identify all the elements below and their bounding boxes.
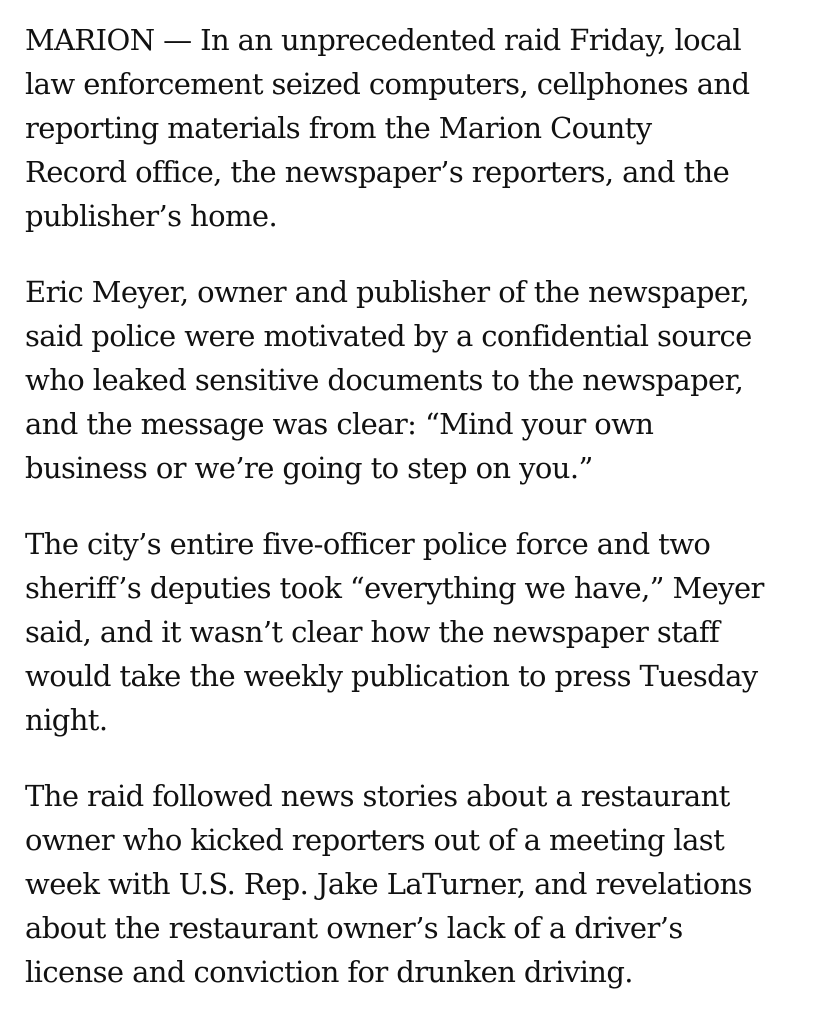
paragraph-1 <box>25 18 815 238</box>
text-line: publisher’s home. <box>25 199 278 233</box>
text-line: who leaked sensitive documents to the newspaper, <box>25 363 744 397</box>
text-line: MARION — In an unprecedented raid Friday, local <box>25 23 742 57</box>
text-line: business or we’re going to step on you.” <box>25 451 593 485</box>
text-line: said police were motivated by a confidential source <box>25 319 752 353</box>
article-body <box>25 18 815 994</box>
text-line: license and conviction for drunken driving. <box>25 955 633 989</box>
text-line: law enforcement seized computers, cellphones and <box>25 67 750 101</box>
text-line: said, and it wasn’t clear how the newspaper staff <box>25 615 720 649</box>
paragraph-2 <box>25 270 815 490</box>
text-line: owner who kicked reporters out of a meeting last <box>25 823 725 857</box>
text-line: week with U.S. Rep. Jake LaTurner, and revelations <box>25 867 752 901</box>
text-line: reporting materials from the Marion County <box>25 111 652 145</box>
text-line: Eric Meyer, owner and publisher of the newspaper, <box>25 275 750 309</box>
paragraph-3 <box>25 522 815 742</box>
text-line: about the restaurant owner’s lack of a driver’s <box>25 911 683 945</box>
text-line: The raid followed news stories about a restaurant <box>25 779 730 813</box>
paragraph-4 <box>25 774 815 994</box>
text-line: sheriff’s deputies took “everything we have,” Meyer <box>25 571 764 605</box>
text-line: The city’s entire five-officer police force and two <box>25 527 711 561</box>
text-line: night. <box>25 703 108 737</box>
text-line: would take the weekly publication to press Tuesday <box>25 659 758 693</box>
text-line: Record office, the newspaper’s reporters, and the <box>25 155 730 189</box>
text-line: and the message was clear: “Mind your own <box>25 407 654 441</box>
